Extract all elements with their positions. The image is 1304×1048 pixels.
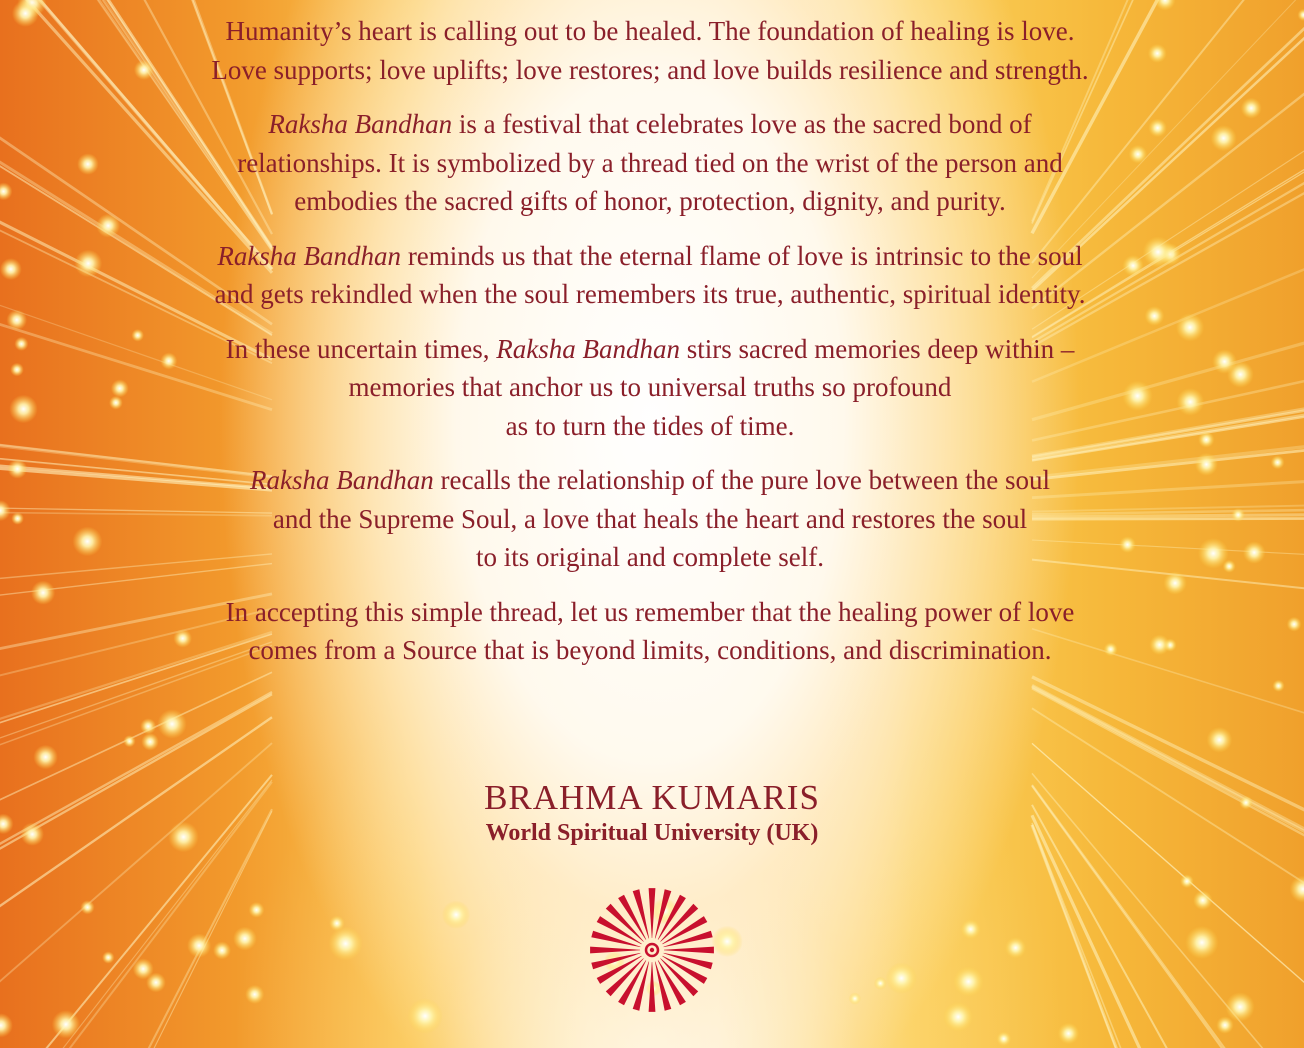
festival-name-emphasis: Raksha Bandhan [496,333,680,364]
sparkle [407,998,443,1034]
sparkle [80,900,94,914]
sparkle [75,250,103,278]
sparkle [1176,388,1204,416]
text-segment: to its original and complete self. [476,542,824,572]
text-segment: reminds us that the eternal flame of love is intrinsic to the soul [401,240,1083,271]
message-paragraph [140,12,1160,89]
sparkle [1212,349,1237,374]
paragraph-line [506,411,795,441]
paragraph-line [211,55,1088,85]
message-paragraph [140,105,1160,221]
sparkle [157,709,186,738]
paragraph-line [225,16,1074,46]
sparkle [73,527,103,557]
sparkle [140,718,156,734]
sparkle [0,1013,13,1037]
sparkle [0,500,11,521]
logo-ray [649,962,656,1012]
message-paragraph [140,461,1160,577]
message-paragraph [140,330,1160,446]
logo-ray [606,958,644,996]
sparkle [953,966,984,997]
organization-block [0,778,1304,848]
radiant-star-icon [588,872,716,1018]
sparkle [1243,541,1266,564]
text-segment: embodies the sacred gifts of honor, protection, dignity, and purity. [294,186,1006,216]
text-segment: comes from a Source that is beyond limits, conditions, and discrimination. [248,635,1052,665]
sparkle [1211,125,1237,151]
sparkle [849,992,861,1004]
text-segment: recalls the relationship of the pure love between the soul [433,465,1051,495]
sparkle [11,512,24,525]
text-segment: In these uncertain times, [225,333,497,364]
logo-ray [590,947,640,954]
sparkle [1193,891,1213,911]
sparkle [996,1031,1011,1046]
sparkle [52,1010,80,1038]
text-segment: In accepting this simple thread, let us remember that the healing power of love [225,596,1075,627]
sparkle [213,941,231,959]
logo-ray [606,904,644,942]
logo-ray [664,947,714,954]
sparkle [329,916,345,932]
sparkle [8,459,28,479]
sparkle [1185,926,1218,959]
sparkle [1195,453,1218,476]
sparkle [96,214,120,238]
paragraph-line [214,279,1085,309]
sparkle [77,153,99,175]
sparkle [961,919,981,939]
sparkle [0,183,12,201]
sparkle [109,396,123,410]
sparkle [146,973,166,993]
sparkle [1176,313,1204,341]
sparkle [141,733,159,751]
text-segment: is a festival that celebrates love as the sacred bond of [452,109,1032,139]
sparkle [1225,992,1254,1021]
sparkle [712,926,743,957]
sparkle [6,310,27,331]
sparkle [1241,98,1262,119]
text-segment: Love supports; love uplifts; love restores; and love builds resilience and strength. [211,54,1089,85]
paragraph-line [226,334,1075,364]
sparkle [233,927,257,951]
paragraph-line [268,109,1031,139]
light-ray [1032,823,1195,1048]
sparkle [1198,431,1214,447]
organization-name: BRAHMA KUMARIS [484,778,820,817]
message-paragraph [140,593,1160,670]
sparkle [10,363,24,377]
sparkle [14,337,28,351]
sparkle [943,1002,973,1032]
sparkle [31,581,55,605]
festival-name-emphasis: Raksha Bandhan [268,109,453,139]
sparkle [1163,571,1186,594]
sparkle [187,934,211,958]
text-segment: relationships. It is symbolized by a thread tied on the wrist of the person and [237,147,1063,178]
sparkle [1271,456,1285,470]
text-segment: and gets rekindled when the soul remembers its true, authentic, spiritual identity. [214,279,1086,309]
sparkle [886,962,918,994]
paragraph-line [349,372,952,402]
sparkle [0,258,22,280]
sparkle [442,901,470,929]
logo-ray [649,888,656,938]
sparkle [1155,0,1176,11]
logo-ray [660,958,698,996]
paragraph-line [250,465,1050,495]
sparkle [1216,1016,1233,1033]
sparkle [1231,508,1245,522]
festival-name-emphasis: Raksha Bandhan [217,240,402,271]
text-segment: memories that anchor us to universal truths so profound [348,372,952,402]
text-segment: and the Supreme Soul, a love that heals the heart and restores the soul [272,503,1028,534]
paragraph-line [273,504,1027,534]
paragraph-line [217,241,1082,271]
sparkle [123,735,135,747]
sparkle [12,0,39,27]
sparkle [1298,9,1304,21]
sparkle [1058,1023,1080,1045]
sparkle [1287,617,1302,632]
sparkle [874,977,887,990]
sparkle [9,395,38,424]
light-ray [1032,825,1189,1048]
festival-name-emphasis: Raksha Bandhan [249,465,434,495]
sparkle [1290,876,1304,903]
organization-subtitle: World Spiritual University (UK) [485,820,819,846]
sparkle [329,927,363,961]
logo-ray [660,904,698,942]
logo-center-dot [650,948,654,952]
sparkle [1198,538,1229,569]
sparkle [102,951,114,963]
light-ray [1032,825,1189,1048]
paragraph-line [476,542,824,572]
text-segment: as to turn the tides of time. [505,410,795,441]
sparkle [33,745,58,770]
paragraph-line [226,597,1075,627]
light-ray [0,672,272,880]
sparkle [249,902,265,918]
paragraph-line [294,186,1006,216]
text-segment: stirs sacred memories deep within – [680,333,1075,364]
sparkle [245,985,264,1004]
message-body [140,12,1160,686]
paragraph-line [237,148,1063,178]
sparkle [111,379,129,397]
sparkle [1207,727,1233,753]
sparkle [1272,680,1284,692]
paragraph-line [248,635,1051,665]
message-paragraph [140,237,1160,314]
sparkle [1180,874,1194,888]
text-segment: Humanity’s heart is calling out to be healed. The foundation of healing is love. [225,16,1075,46]
sparkle [1005,937,1026,958]
